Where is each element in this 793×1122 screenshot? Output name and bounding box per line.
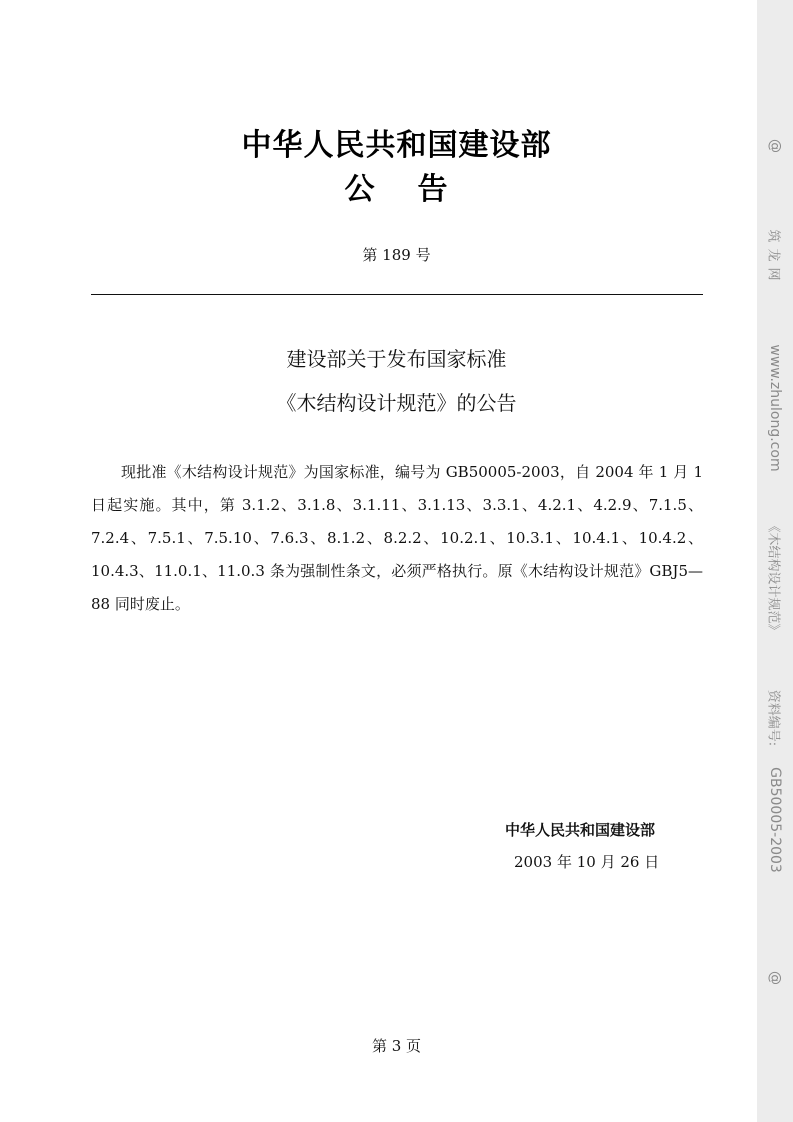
subject-line-2: 《木结构设计规范》的公告 bbox=[276, 391, 517, 415]
watermark-book-title: 《木结构设计规范》 bbox=[765, 519, 781, 637]
notice-char-1: 公 bbox=[344, 172, 376, 207]
header-divider bbox=[91, 294, 703, 295]
page-number: 第 3 页 bbox=[371, 1037, 422, 1055]
notice-char-2: 告 bbox=[417, 172, 449, 207]
watermark-code-label: 资料编号: bbox=[765, 689, 781, 747]
notice-title bbox=[0, 164, 793, 208]
signature-date: 2003 年 10 月 26 日 bbox=[514, 853, 660, 871]
watermark-code: GB50005-2003 bbox=[767, 767, 783, 873]
watermark-at-top: @ bbox=[767, 139, 783, 153]
ministry-title: 中华人民共和国建设部 bbox=[241, 128, 552, 163]
watermark-site-name: 筑龙网 bbox=[765, 229, 781, 287]
announcement-number: 第 189 号 bbox=[362, 246, 431, 264]
signature-organization: 中华人民共和国建设部 bbox=[505, 821, 656, 839]
watermark-url: www.zhulong.com bbox=[767, 344, 783, 472]
watermark-at-bottom: @ bbox=[767, 971, 783, 985]
announcement-body: 现批准《木结构设计规范》为国家标准，编号为 GB50005-2003，自 2004 年 1 月 1 日起实施。其中，第 3.1.2、3.1.8、3.1.11、3.1.13、3.3.1、4.2.1、4.2.9、7.1.5、7.2.4、7.5.1、7.5.10、7.6.3、8.1.2、8.2.2、10.2.1、10.3.1、10.4.1、10.4.2、10.4.3、11.0.1、11.0.3 条为强制性条文，必须严格执行。原《木结构设计规范》GBJ5—88 同时废止。 bbox=[91, 463, 703, 613]
subject-line-1: 建设部关于发布国家标准 bbox=[286, 347, 507, 371]
